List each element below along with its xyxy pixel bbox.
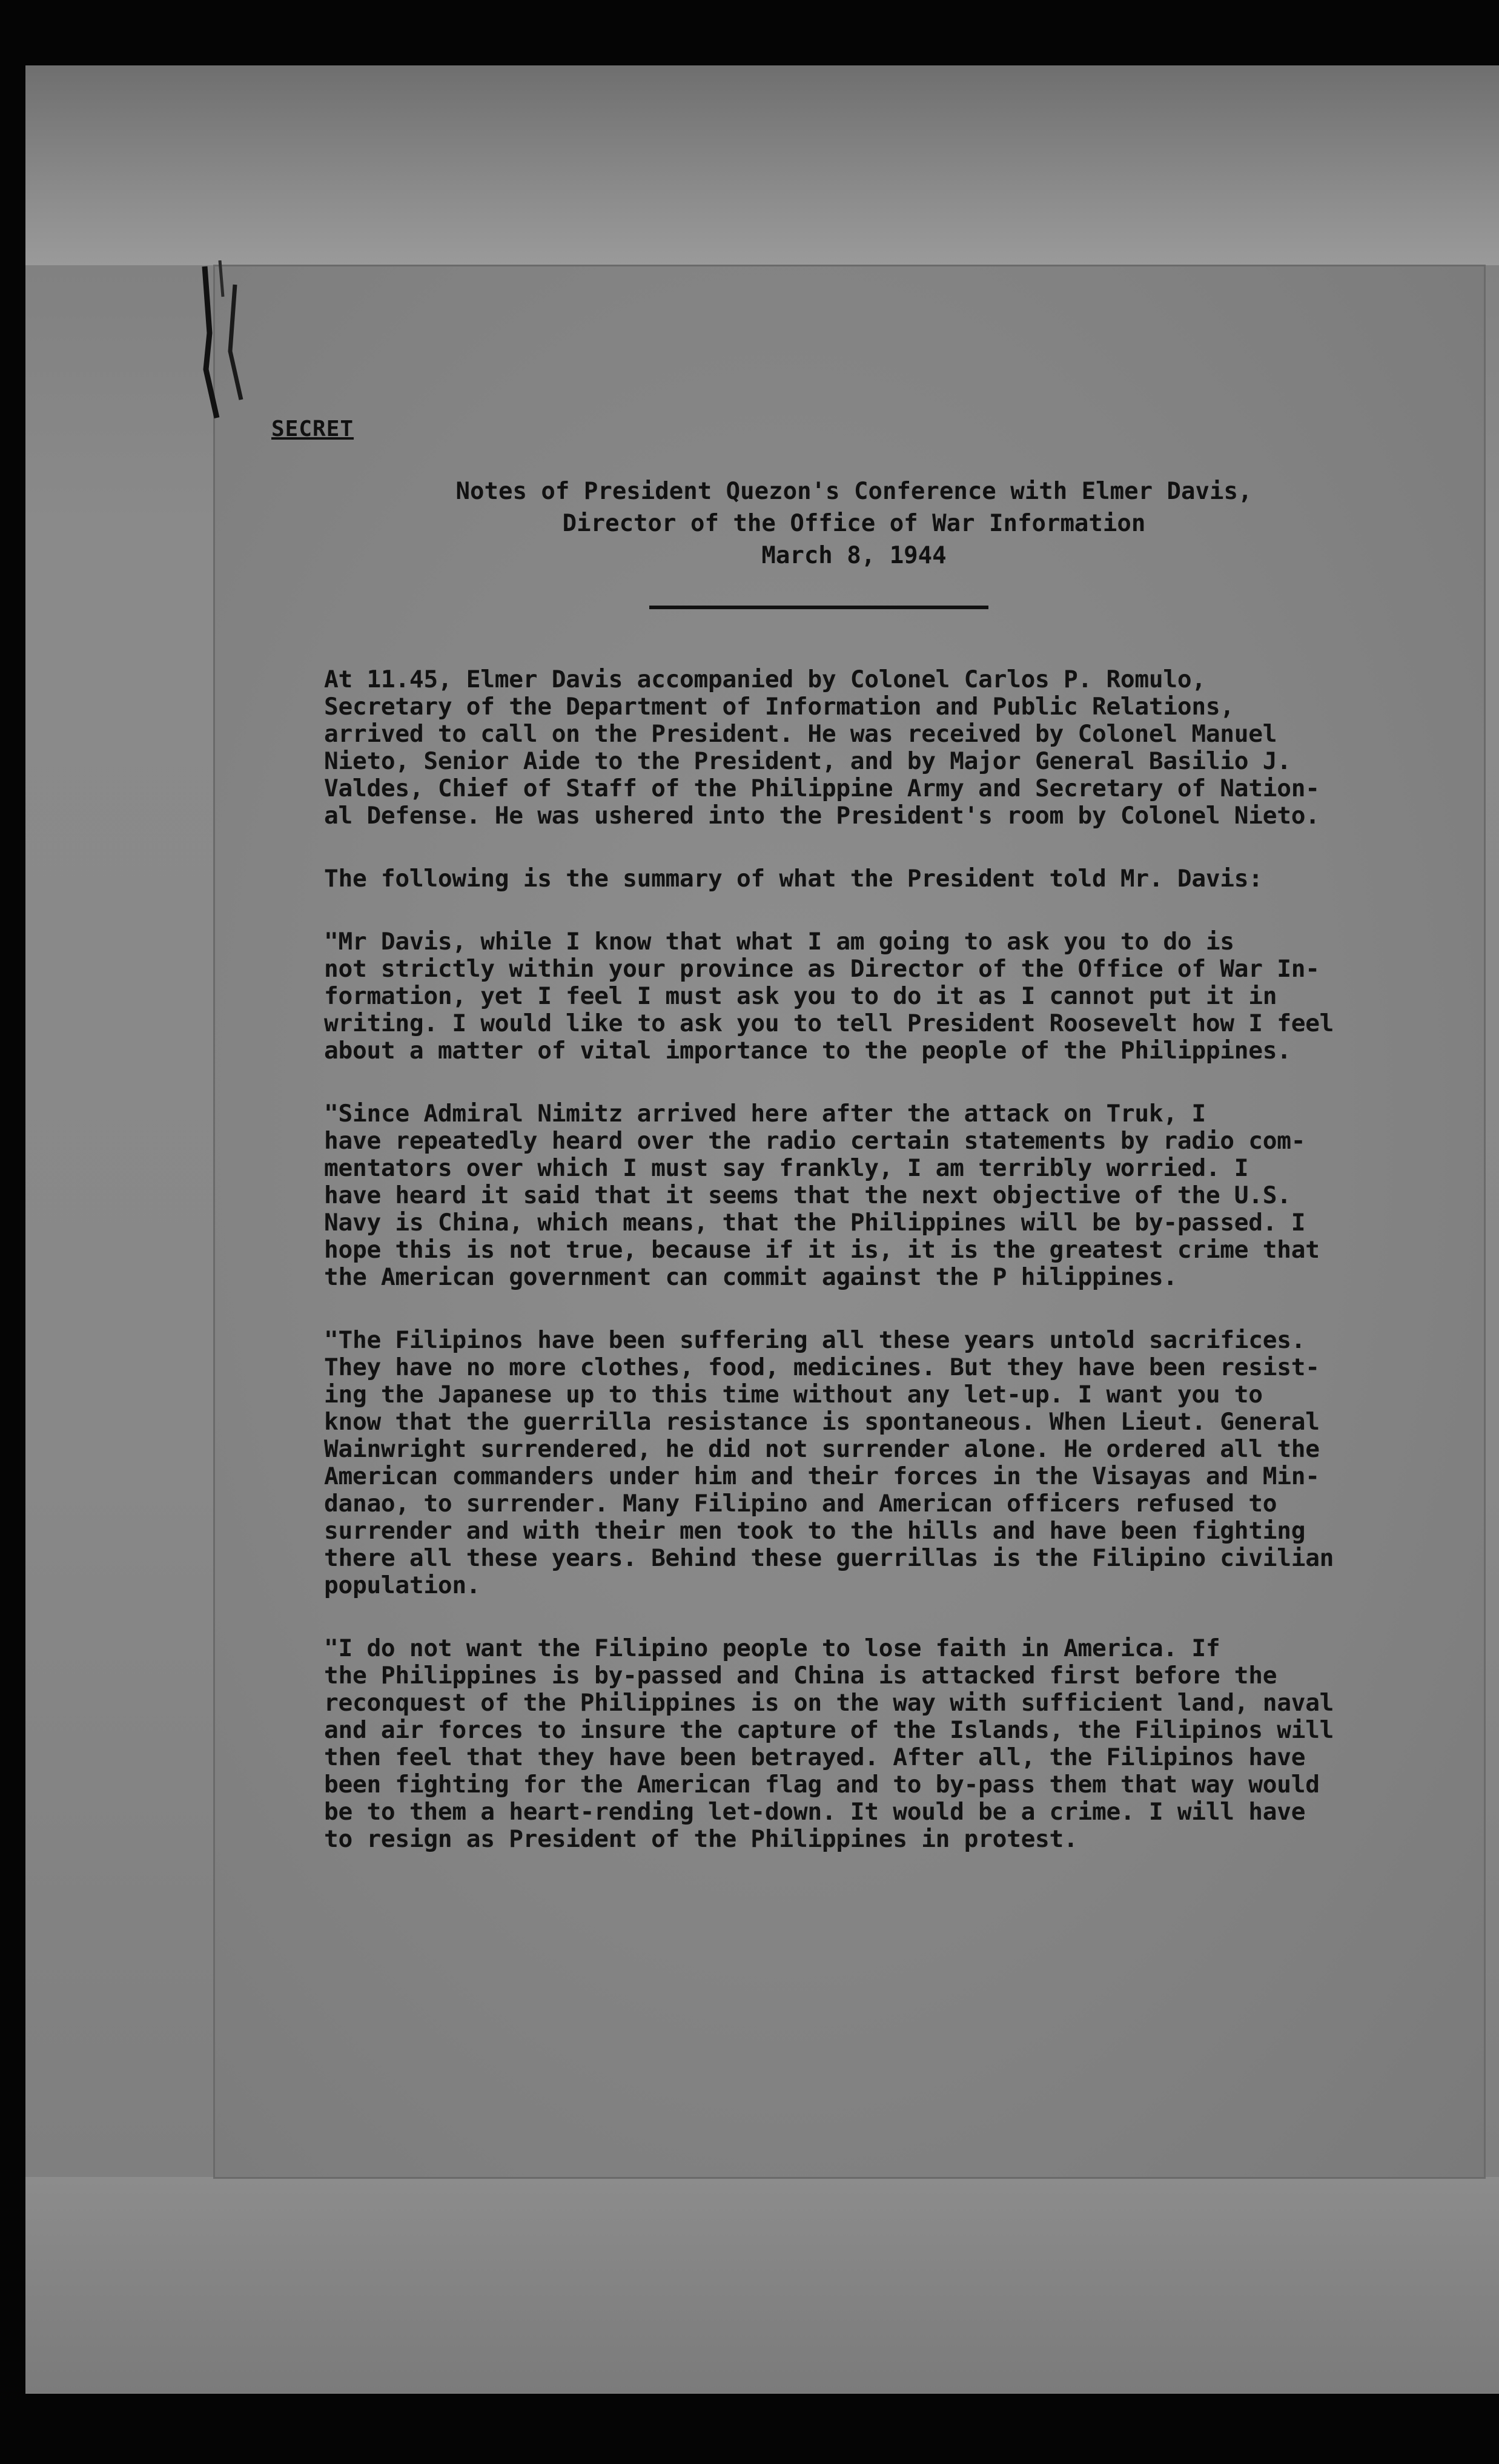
top-paper-strip bbox=[25, 65, 1499, 265]
paragraph-nimitz: "Since Admiral Nimitz arrived here after the attack on Truk, I have repeatedly heard over the radio certain statements by radio com- mentators over which I must say frankly, I am terribly worried. I have heard it said that it seems that the next objective of the U.S. Navy is China, which means, that the Philippines will be by-passed. I hope this is not true, because if it is, it is the greatest crime that the American government can commit against the P hilippines. bbox=[324, 1100, 1320, 1291]
paper-clip-icon bbox=[193, 260, 259, 436]
bottom-backing-sheet bbox=[25, 2177, 1499, 2392]
paragraph-guerrilla: "The Filipinos have been suffering all these years untold sacrifices. They have no more clothes, food, medicines. But they have been resist- ing the Japanese up to this time without any let-up. I want you to know that the guerrilla resistance is spontaneous. When Lieut. General Wainwright surrendered, he did not surrender alone. He ordered all the American commanders under him and their forces in the Visayas and Min- danao, to surrender. Many Filipino and American officers refused to surrender and with their men took to the hills and have been fighting there all these years. Behind these guerrillas is the Filipino civilian population. bbox=[324, 1326, 1334, 1599]
classification-stamp: SECRET bbox=[271, 417, 354, 441]
document-body bbox=[324, 666, 1414, 1889]
document-heading bbox=[327, 475, 1381, 572]
heading-date: March 8, 1944 bbox=[761, 542, 947, 569]
heading-line-1: Notes of President Quezon's Conference with Elmer Davis, bbox=[455, 478, 1252, 505]
heading-line-2: Director of the Office of War Information bbox=[562, 510, 1146, 537]
paragraph-request: "Mr Davis, while I know that what I am going to ask you to do is not strictly within your province as Director of the Office of War In- formation, yet I feel I must ask you to do it as I cannot put it in writing. I would like to ask you to tell President Roosevelt how I feel about a matter of vital importance to the people of the Philippines. bbox=[324, 928, 1334, 1065]
paragraph-faith: "I do not want the Filipino people to lose faith in America. If the Philippines is by-passed and China is attacked first before the reconquest of the Philippines is on the way with sufficient land, naval and air forces to insure the capture of the Islands, the Filipinos will then feel that they have been betrayed. After all, the Filipinos have been fighting for the American flag and to by-pass them that way would be to them a heart-rending let-down. It would be a crime. I will have to resign as President of the Philippines in protest. bbox=[324, 1634, 1334, 1853]
heading-divider bbox=[649, 606, 988, 609]
paragraph-summary-intro: The following is the summary of what the President told Mr. Davis: bbox=[324, 865, 1263, 893]
paragraph-arrival: At 11.45, Elmer Davis accompanied by Colonel Carlos P. Romulo, Secretary of the Department of Information and Public Relations, arrived to call on the President. He was received by Colonel Manuel Nieto, Senior Aide to the President, and by Major General Basilio J. Valdes, Chief of Staff of the Philippine Army and Secretary of Nation- al Defense. He was ushered into the President's room by Colonel Nieto. bbox=[324, 666, 1320, 830]
